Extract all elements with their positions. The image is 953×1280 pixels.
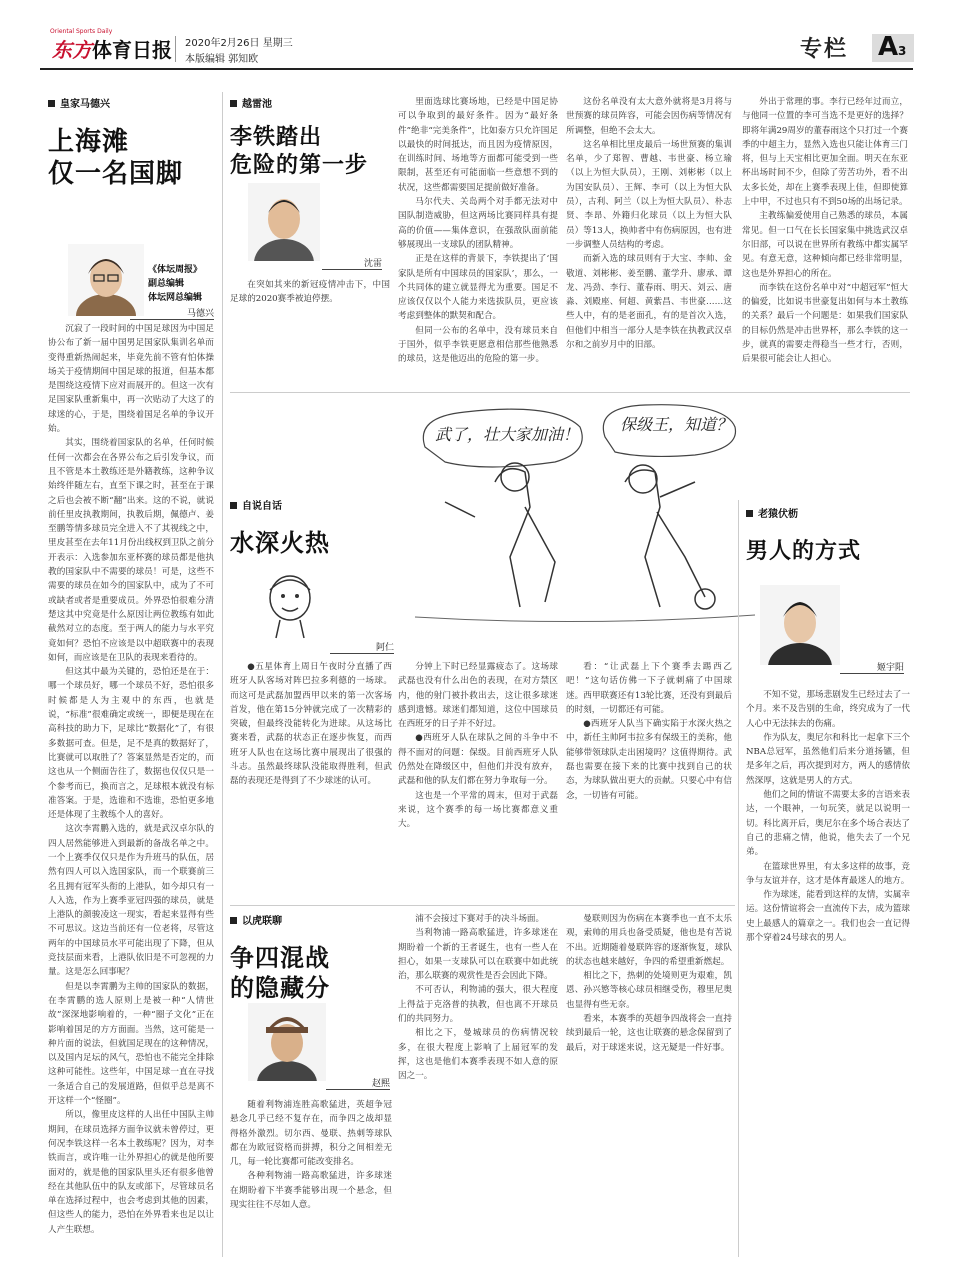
article-body	[230, 660, 392, 900]
logo-black-text: 体育日报	[92, 38, 172, 62]
author-byline: 阿仁	[330, 640, 394, 654]
column-yihulianliao	[230, 912, 395, 1003]
section-divider	[230, 905, 735, 906]
paragraph: 沉寂了一段时间的中国足球因为中国足协公布了新一届中国男足国家队集训名单而变得重新热闹起来，毕竟先前不管有怕体操场关于疫情期间中国足球的报道，但基本都是围绕这疫情下应对而展开的。但这一次有足国家队重新集中，再一次贴动了大这了的球迷的心，于是，围绕着国足名单的争议开始。	[48, 324, 214, 435]
column-label: 自说自话	[230, 497, 400, 512]
paragraph: ●西班牙人队在球队之间的斗争中不得不面对的问题：保级。目前西班牙人队仍然处在降级区中，但他们并没有放弃，武磊和他的队友们都在努力争取每一分。	[398, 733, 558, 787]
column-divider	[738, 500, 739, 1257]
headline-line-2: 仅一名国脚	[48, 159, 184, 189]
article-body-continued	[566, 95, 732, 385]
cartoon-speech-left: 武了，壮大家加油！	[435, 425, 580, 444]
caption-line-3: 体坛网总编辑	[148, 293, 203, 303]
paragraph: 而李铁在这份名单中对“中超冠军”恒大的偏爱，比如说韦世豪复出如何与本土教练的关系？最后一个问题是：如果我们国家队的目标仍然是冲击世界杯，那么李铁的这一步，就真的需要走得稳当一些才行，否则，后果很可能会让人担心。	[742, 282, 908, 365]
headline-line-2: 危险的第一步	[230, 153, 369, 178]
column-label: 越雷池	[230, 95, 390, 110]
article-body	[230, 278, 390, 386]
paragraph: 而新入选的球员则有于大宝、李帅、金敬道、刘彬彬、姜至鹏、董学升、廖承、谭龙、冯劲、李行、董春雨、明天、刘云、唐淼、刘殿座、何超、黄紫昌、韦世豪……这些人中，有的是老面孔，有的是首次入选，但他们中相当一部分人是李铁在执教武汉卓尔和之前岁月中的旧部。	[566, 254, 732, 351]
column-yueleichi	[230, 95, 390, 180]
author-portrait	[248, 1003, 326, 1081]
article-body-continued	[566, 660, 732, 900]
paragraph: 各种利物浦一路高歌猛进，许多球迷在期盼着下半赛季能够出现一个悬念，但现实往往不尽如人意。	[230, 1171, 392, 1211]
author-byline: 姬宇阳	[840, 660, 904, 674]
editorial-cartoon	[405, 387, 765, 637]
paragraph: 不可否认，利物浦的强大，很大程度上得益于克洛普的执教，但也离不开球员们的共同努力。	[398, 985, 558, 1025]
paragraph: 作为球迷，能看到这样的友情，实属幸运。这份情谊将会一直流传下去，成为篮球史上最感人的篇章之一。我们也会一直记得那个穿着24号球衣的男人。	[746, 890, 910, 944]
article-headline	[48, 126, 213, 190]
author-caption	[148, 263, 214, 305]
author-byline: 赵熙	[326, 1076, 390, 1090]
page-editor: 本版编辑 郭知欧	[185, 54, 259, 65]
paragraph: 马尔代夫、关岛两个对手都无法对中国队制造威胁，但这两场比赛同样具有提高的价值——集体意识，在强敌队面前能够展现出一支球队的团队精神。	[398, 197, 558, 250]
column-label: 老猿伏枥	[746, 505, 910, 520]
headline-line-1: 李铁踏出	[230, 125, 323, 150]
paragraph: 当利物浦一路高歌猛进，许多球迷在期盼着一个新的王者诞生，也有一些人在担心，如果一支球队可以在联赛中如此统治，那么联赛的观赏性是否会因此下降。	[398, 928, 558, 982]
article-body	[746, 688, 910, 1258]
article-headline	[230, 943, 395, 1003]
paragraph: 作为队友，奥尼尔和科比一起拿下三个NBA总冠军，虽然他们后来分道扬镳，但是多年之后，再次提到对方，两人的感情依然深厚，这就是男人的方式。	[746, 732, 910, 786]
paragraph: 相比之下，热刺的处境则更为艰难，凯恩、孙兴慜等核心球员相继受伤，穆里尼奥也显得有些无奈。	[566, 971, 732, 1010]
cartoon-speech-right: 保级王，知道？	[620, 415, 733, 434]
article-body-continued	[398, 912, 558, 1258]
paragraph: 看来，本赛季的英超争四战将会一直持续到最后一轮，这也让联赛的悬念保留到了最后，对于球迷来说，这无疑是一件好事。	[566, 1014, 732, 1053]
logo-red-text: 东方	[52, 38, 92, 62]
paragraph: 正是在这样的背景下，李铁提出了‘国家队是所有中国球员的国家队’，那么，一个共同体的建立就显得尤为重要。国足不应该仅仅以个人能力来选拔队员，更应该考虑到整体的默契和配合。	[398, 254, 558, 322]
paragraph: ●五星体育上周日午夜时分直播了西班牙人队客场对阵巴拉多利德的一场球。而这可是武磊加盟西甲以来的第一次客场首发，他在第15分钟就完成了一次精彩的突破，但最终没能转化为进球。从这场比赛来看，武磊的状态正在逐步恢复，而西班牙人队也在这场比赛中展现出了很强的斗志。虽然最终球队没能取得胜利，但武磊的表现还是得到了不少球迷的认可。	[230, 662, 392, 787]
column-label: 皇家马德兴	[48, 95, 213, 110]
page-number-box	[872, 34, 914, 62]
paragraph: 曼联则因为伤病在本赛季也一直不太乐观，索帅的用兵也备受质疑，他也是有苦说不出。近期随着曼联阵容的逐渐恢复，球队的状态也越来越好，争四的希望重新燃起。	[566, 914, 732, 967]
author-portrait	[248, 183, 320, 261]
masthead	[40, 28, 913, 70]
paragraph: 所以，像里皮这样的人出任中国队主帅期间，在球员选择方面争议就未曾停过，更何况李铁这样一名本土教练呢？因为，对李铁而言，或许唯一让外界担心的就是他所要面对的，就是他的国家队里头还有很多他曾经在其他队伍中的队友或部下，尽管球员名单在选择过程中，也会考虑到其他的因素，但这些人的能力，恐怕在外界看来也足以让人产生联想。	[48, 1110, 214, 1235]
author-byline: 沈雷	[322, 256, 382, 270]
paragraph: 在篮球世界里，有太多这样的故事，竞争与友谊并存，这才是体育最迷人的地方。	[746, 861, 910, 886]
paragraph: 分钟上下时已经显露疲态了。这场球武磊也没有什么出色的表现，在对方禁区内，他的射门被扑救出去，这让很多球迷感到遗憾。球迷们都知道，这位中国球员在西班牙的日子并不好过。	[398, 662, 558, 730]
paragraph: 这次李霄鹏入选的，就是武汉卓尔队的四人居然能够进入到最新的备战名单之中。一个上赛季仅仅只是作为升班马的队伍，居然有四人可以入选国家队，而一个联赛前三名且拥有冠军头衔的上港队，如今却只有一人入选，作为上赛季亚冠四强的球员，就是上港队的颜骏凌这一现实，看起来显得有些不可思议。这边当前还有一位老将，尽管这两年的中国球员水平可能出现了下降，但从竞技层面来看，上港队依旧是不可忽视的力量。这是怎么回事呢？	[48, 824, 214, 978]
portrait-image	[248, 1003, 326, 1081]
article-body-continued	[398, 95, 558, 385]
paragraph: 随着利物浦连胜高歌猛进，英超争冠悬念几乎已经不复存在，而争四之战却显得格外激烈。切尔西、曼联、热刺等球队都在为欧冠资格而拼搏，积分之间相差无几，每一轮比赛都可能改变排名。	[230, 1100, 392, 1168]
paragraph: ●西班牙人队当下确实陷于水深火热之中，新任主帅阿韦拉多有保级王的美称，他能够带领球队走出困境吗？这值得期待。武磊也需要在接下来的比赛中找到自己的状态，为球队做出更大的贡献。只要心中有信念，一切皆有可能。	[566, 719, 732, 801]
column-divider	[222, 92, 223, 1257]
paragraph: 这名单相比里皮最后一场世预赛的集训名单，少了郑智、曹越、韦世豪、杨立瑜（以上为恒大队员），王刚、刘彬彬（以上为国安队员）、王辉、李可（以上为恒大队员），古利、阿兰（以上为恒大队员）、朴志贤、李昂、外籍归化球员（以上为恒大队员）等13人，换帅者中有伤病原因，也有进一步调整人员结构的考虑。	[566, 139, 732, 250]
caption-line-1: 《体坛周报》	[148, 265, 203, 275]
page-letter: A	[878, 32, 899, 62]
article-body-continued	[398, 660, 558, 900]
column-huangjia	[48, 95, 213, 190]
column-label: 以虎联聊	[230, 912, 395, 927]
article-headline: 男人的方式	[746, 539, 862, 564]
paragraph: 在突如其来的新冠疫情冲击下，中国足球的2020赛季被迫停摆。	[230, 280, 390, 305]
headline-line-1: 争四混战	[230, 944, 330, 972]
author-portrait	[760, 585, 840, 665]
paragraph: 这也是一个平常的周末，但对于武磊来说，这个赛季的每一场比赛都意义重大。	[398, 790, 558, 830]
page-number: 3	[898, 44, 907, 58]
logo-subtitle: Oriental Sports Daily	[50, 28, 113, 35]
article-body-continued	[742, 95, 908, 385]
article-headline	[230, 124, 390, 180]
paragraph: 他们之间的情谊不需要太多的言语来表达，一个眼神，一句玩笑，就足以说明一切。科比离开后，奥尼尔在多个场合表达了自己的悲痛之情，他说，他失去了一个兄弟。	[746, 790, 910, 858]
article-body-continued	[566, 912, 732, 1258]
paragraph: 这份名单没有太大意外就将是3月将与世预赛的球员阵容，可能会因伤病等情况有所调整，但绝不会太大。	[566, 97, 732, 136]
column-zishuozihua	[230, 497, 400, 558]
column-laoyuanfuli	[746, 505, 910, 566]
author-byline: 马德兴	[130, 306, 214, 320]
issue-date: 2020年2月26日 星期三	[185, 38, 293, 49]
author-caricature	[250, 560, 330, 640]
article-body	[230, 1098, 392, 1258]
paragraph: 外出于常理的事。李行已经年过而立，与他同一位置的李可当选不是更好的选择？即将年满29周岁的董春雨这个只打过一个赛季的中超主力，显然入选也只能让体育三门将，但与上天宝相比更加全面。明天在东亚杯出场时间不少，但除了劳苦功外，看不出太多长处，却在上赛季表现上佳，但即使算上中甲，不过也只有不到50场的出场记录。	[742, 97, 908, 208]
paragraph: 看：“让武磊上下个赛季去踢西乙吧！”这句话仿佛一下子就刺痛了中国球迷。西甲联赛还有13轮比赛，还没有到最后的时刻，一切都还有可能。	[566, 662, 732, 715]
caricature-image	[250, 560, 330, 640]
paragraph: 但同一公布的名单中，没有球员来自于国外，似乎李铁更愿意相信那些他熟悉的球员，这是他迈出的危险的第一步。	[398, 325, 558, 365]
article-body	[48, 322, 214, 1252]
paragraph: 其实，围绕着国家队的名单，任何时候任何一次都会在各界公布之后引发争议，而且不管是本土教练还是外籍教练，这种争议始终伴随左右，直至下课之时，甚至在于课之后也会被不断“翻”出来。这的不说，就说前任里皮执教期间，执教后期，佩德卢、姜至鹏等情多球员完全进入不了其视线之中，里皮甚至在去年11月份出线权到卫队之前分开表示：入选参加东亚杯赛的球员都是他执教的国家队中不需要的球员！可是，这些不需要的球员在如今的国家队中，成为了不可或缺者或者是重要成员。外界恐怕很难分清楚这其中究竟是什么原因让两位教练有如此截然对立的态度。至于两人的能力与水平究竟如何？恐怕不应该是以中超联赛中的表现如何，而应该是在卫队的表现来看待的。	[48, 438, 214, 663]
paragraph: 不知不觉，那场悲剧发生已经过去了一个月。来不及告别的生命，终究成为了一代人心中无法抹去的伤痛。	[746, 690, 910, 729]
article-headline: 水深火热	[230, 529, 330, 557]
headline-line-1: 上海滩	[48, 127, 130, 157]
portrait-image	[248, 183, 320, 261]
caption-line-2: 副总编辑	[148, 279, 185, 289]
paragraph: 浦不会接过下赛对手的决斗场面。	[415, 914, 545, 924]
paragraph: 但这其中最为关键的，恐怕还是在于：哪一个球员好，哪一个球员不好，恐怕很多时候都是人为主观中的东西，也就是说，“标准”很难确定或统一，即便是现在在高科技的助力下，足球比“数据化”了，有很多数据可查。但是，足不是真的数据好了，比赛就可以取胜了？答案显然是否定的，而这也从一个侧面告往了，数据也仅仅只是一个参考而已，换而言之，足球根本就没有标准答案。于是，选谁和不选谁，恐怕更多地还是体现了主教练个人的喜好。	[48, 667, 214, 821]
headline-line-2: 的隐藏分	[230, 974, 330, 1002]
masthead-separator	[175, 36, 176, 62]
portrait-image	[760, 585, 840, 665]
paragraph: 但是以李霄鹏为主帅的国家队的数据，在李霄鹏的选人原则上是被一种“人情世故”深深地影响着的，一种“圈子文化”正在影响着国足的方方面面。当然，这可能是一种片面的说法，但就国足现在的这种情况，以及国内足坛的风气，恐怕也不能完全排除这种可能性。这些年，中国足球一直在寻找一条适合自己的发展道路，但似乎总是离不开这样一个“怪圈”。	[48, 981, 214, 1107]
paragraph: 相比之下，曼城球员的伤病情况较多，在很大程度上影响了上届冠军的发挥，这也是他们本赛季表现不如人意的原因之一。	[398, 1028, 558, 1082]
paragraph: 主教练偏爱使用自己熟悉的球员，本属常见。但一口气在长长国家集中挑选武汉卓尔旧部，可以说在世界所有教练中都实属罕见。有意无意，这种倾向都已经非常明显，这也是外界担心的所在。	[742, 211, 908, 279]
paragraph: 里面选球比赛场地，已经是中国足协可以争取到的最好条件。因为“最好条件”绝非“完美条件”，比如泰方只允许国足以最快的时间抵达，而且因为疫情原因，在训练时间、场地等方面都可能受到一些限制，甚至还有可能面临一些意想不到的状况，这些都需要国足提前做好准备。	[398, 97, 558, 193]
section-name: 专栏	[800, 37, 849, 62]
